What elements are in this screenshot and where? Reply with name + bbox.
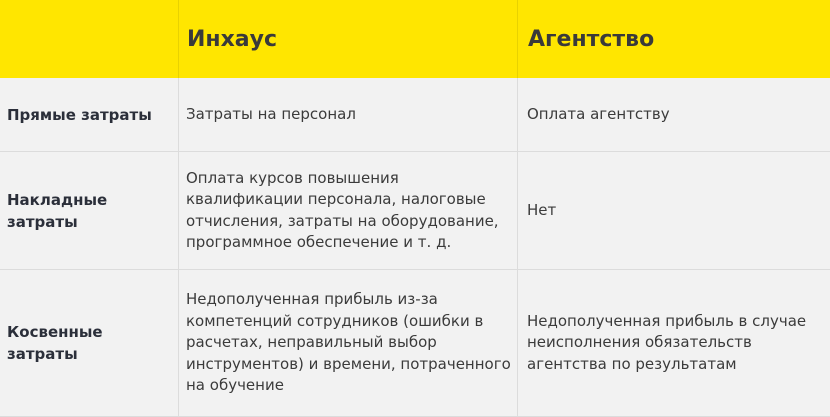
row-indirect-costs-agency (518, 270, 830, 417)
header-inhouse (179, 0, 518, 78)
row-direct-costs-label (0, 78, 179, 152)
header-agency (518, 0, 830, 78)
cell-text: Недополученная прибыль из-за компетенций сотрудников (ошибки в расчетах, неправильный выбор инструментов) и времени, потраченного на обучение (186, 290, 511, 395)
cell-text: Оплата курсов повышения квалификации персонала, налоговые отчисления, затраты на оборудование, программное обеспечение и т. д. (186, 168, 499, 251)
header-empty-cell (0, 0, 179, 78)
cell-text: Недополученная прибыль в случае неисполнения обязательств агентства по результатам (527, 311, 807, 373)
row-label-text: Прямые затраты (7, 105, 152, 124)
row-overhead-costs-label (0, 152, 179, 270)
row-direct-costs-agency (518, 78, 830, 152)
header-inhouse-label: Инхаус (187, 26, 278, 52)
cell-text: Затраты на персонал (186, 104, 356, 123)
cell-text: Нет (527, 200, 557, 219)
row-indirect-costs-label (0, 270, 179, 417)
row-indirect-costs-inhouse (179, 270, 518, 417)
row-label-text: Косвенные затраты (7, 323, 103, 363)
row-label-text: Накладные затраты (7, 190, 108, 231)
cell-text: Оплата агентству (527, 104, 670, 123)
row-overhead-costs-inhouse (179, 152, 518, 270)
row-direct-costs-inhouse (179, 78, 518, 152)
row-overhead-costs-agency (518, 152, 830, 270)
header-agency-label: Агентство (528, 26, 655, 52)
